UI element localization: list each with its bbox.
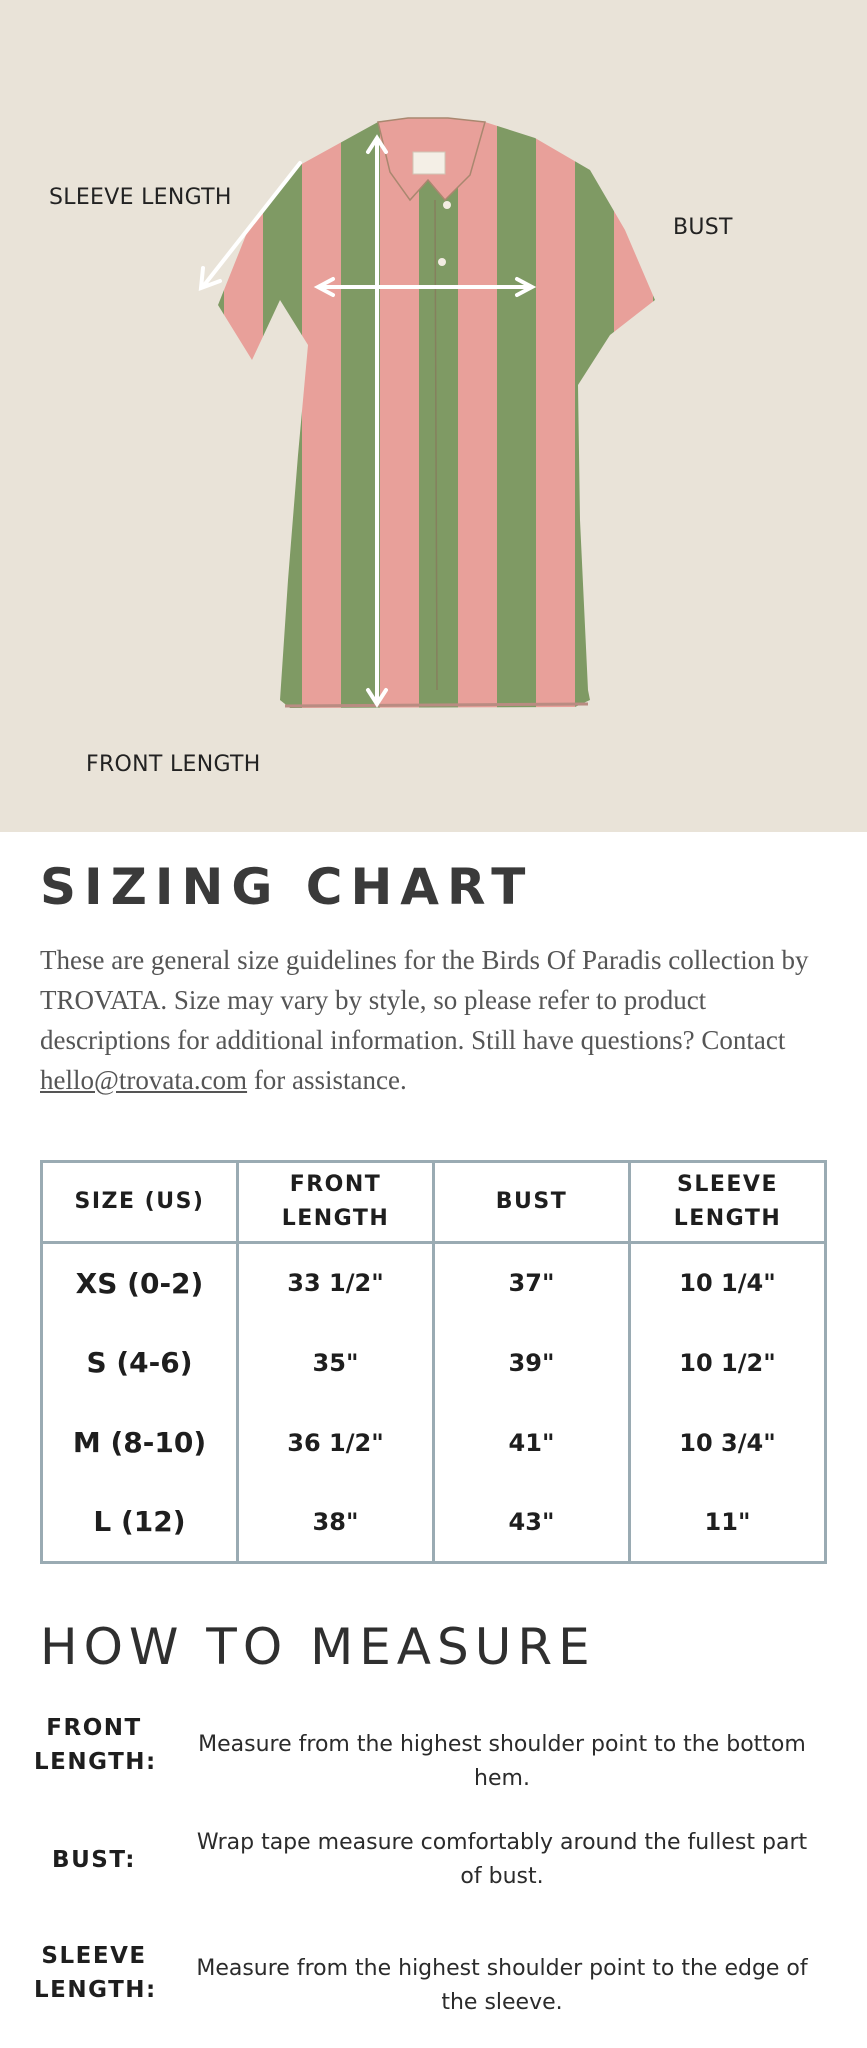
- hem-line: [285, 704, 588, 706]
- measure-term-text: FRONT LENGTH:: [34, 1715, 157, 1775]
- measure-description: Measure from the highest shoulder point to the bottom hem.: [198, 1732, 806, 1791]
- front-length-cell: 38": [238, 1483, 434, 1563]
- measure-term: [20, 1939, 168, 2007]
- garment-figure: [0, 0, 867, 832]
- table-header-row: [42, 1162, 826, 1243]
- size-table: [40, 1160, 827, 1564]
- table-row: [42, 1323, 826, 1403]
- bust-cell: 43": [434, 1483, 630, 1563]
- neck-tag: [413, 152, 445, 174]
- bust-cell: 41": [434, 1403, 630, 1483]
- how-to-measure-title: HOW TO MEASURE: [40, 1618, 596, 1676]
- dress-illustration: [0, 0, 867, 832]
- sleeve-length-cell: 10 1/4": [630, 1243, 826, 1323]
- intro-text: These are general size guidelines for the Birds Of Paradis collection by TROVATA. Size may vary by style, so please refer to product descriptions for additional information. Still have questions? Contact: [40, 945, 809, 1055]
- measure-description: Wrap tape measure comfortably around the fullest part of bust.: [196, 1830, 808, 1889]
- sizing-chart-title: SIZING CHART: [40, 858, 534, 916]
- header-front-length: [238, 1162, 434, 1243]
- sleeve-length-cell: 11": [630, 1483, 826, 1563]
- bust-cell: 39": [434, 1323, 630, 1403]
- sleeve-length-cell: 10 1/2": [630, 1323, 826, 1403]
- table-row: [42, 1403, 826, 1483]
- measure-description: Measure from the highest shoulder point to the edge of the sleeve.: [196, 1956, 808, 2015]
- measure-term-text: SLEEVE LENGTH:: [34, 1943, 157, 2003]
- header-sleeve-length: [630, 1162, 826, 1243]
- measure-term: BUST:: [52, 1847, 136, 1873]
- table-row: [42, 1483, 826, 1563]
- table-row: [42, 1243, 826, 1323]
- size-cell: XS (0-2): [42, 1243, 238, 1323]
- sleeve-length-cell: 10 3/4": [630, 1403, 826, 1483]
- header-size: SIZE (US): [42, 1162, 238, 1243]
- front-length-cell: 35": [238, 1323, 434, 1403]
- contact-email-link[interactable]: hello@trovata.com: [40, 1065, 248, 1095]
- measure-term: [20, 1711, 168, 1779]
- size-cell: S (4-6): [42, 1323, 238, 1403]
- header-bust: BUST: [434, 1162, 630, 1243]
- intro-paragraph: [40, 940, 840, 1100]
- bust-label: BUST: [673, 215, 733, 240]
- button-dot: [443, 201, 451, 209]
- size-cell: L (12): [42, 1483, 238, 1563]
- front-length-cell: 33 1/2": [238, 1243, 434, 1323]
- bust-cell: 37": [434, 1243, 630, 1323]
- intro-suffix: for assistance.: [247, 1065, 407, 1095]
- sleeve-length-label: SLEEVE LENGTH: [49, 185, 232, 210]
- header-front-length-text: FRONT LENGTH: [281, 1172, 390, 1231]
- header-sleeve-length-text: SLEEVE LENGTH: [673, 1172, 782, 1231]
- front-length-label: FRONT LENGTH: [86, 752, 261, 777]
- size-cell: M (8-10): [42, 1403, 238, 1483]
- button-dot: [438, 258, 446, 266]
- front-length-cell: 36 1/2": [238, 1403, 434, 1483]
